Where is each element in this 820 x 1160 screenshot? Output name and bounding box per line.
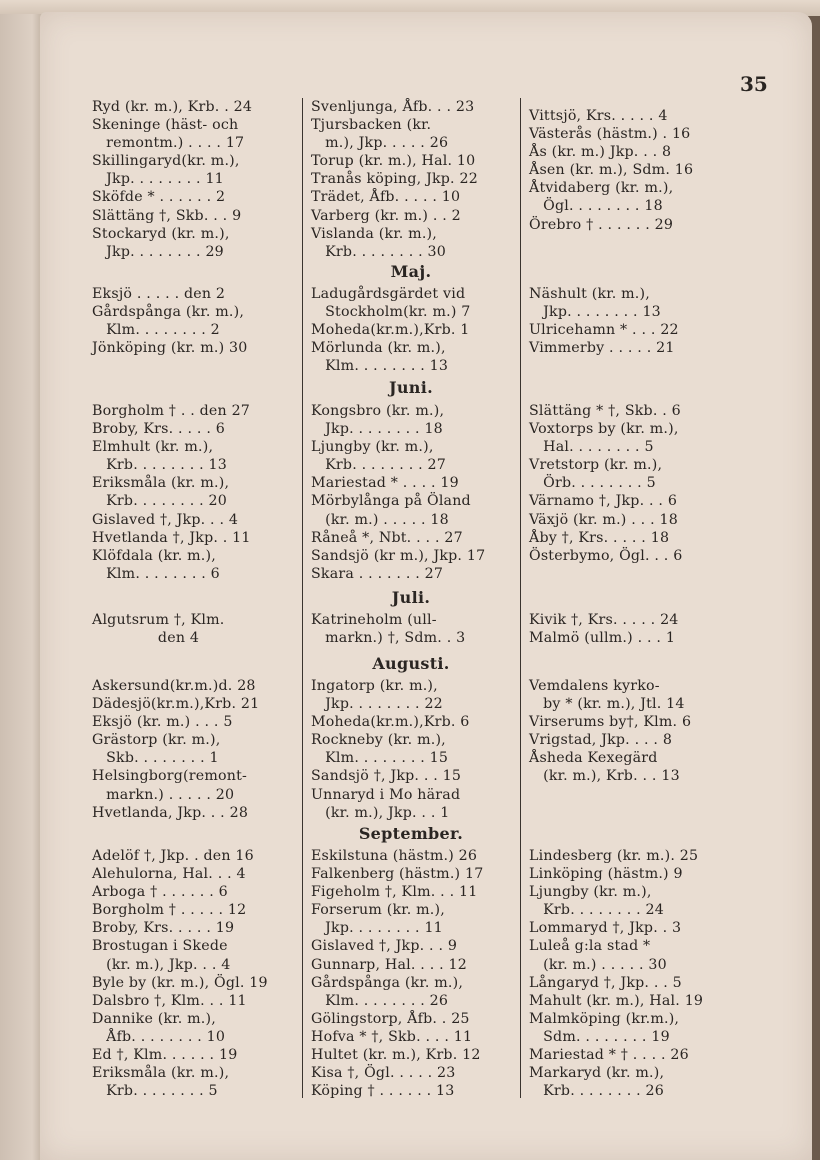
entry-line: Åsen (kr. m.), Sdm. 16 bbox=[529, 162, 694, 179]
block-september-col1 bbox=[92, 847, 297, 1100]
entry-line: Vretstorp (kr. m.), bbox=[529, 457, 663, 474]
entry-line: markn.) †, Sdm. . 3 bbox=[311, 630, 466, 647]
entry-line: Broby, Krs. . . . . 19 bbox=[92, 920, 235, 937]
entry-line: Borgholm † . . den 27 bbox=[92, 403, 251, 419]
block-juni-col2 bbox=[311, 402, 521, 583]
entry-line: Jkp. . . . . . . . 18 bbox=[311, 421, 443, 438]
entry-line: markn.) . . . . . 20 bbox=[92, 786, 235, 803]
block-april-col2 bbox=[311, 98, 521, 261]
entry-line: Rockneby (kr. m.), bbox=[311, 732, 446, 749]
entry-line: Eksjö (kr. m.) . . . 5 bbox=[92, 714, 233, 731]
block-juli-col2 bbox=[311, 611, 521, 647]
entry-line: Mörbylånga på Öland bbox=[311, 493, 471, 510]
entry-line: Eksjö . . . . . den 2 bbox=[92, 286, 226, 302]
entry-line: by * (kr. m.), Jtl. 14 bbox=[529, 696, 685, 713]
entry-line: Varberg (kr. m.) . . 2 bbox=[311, 207, 461, 224]
entry-line: Långaryd †, Jkp. . . 5 bbox=[529, 974, 682, 991]
entry-line: Hvetlanda †, Jkp. . 11 bbox=[92, 529, 251, 546]
entry-line: Klöfdala (kr. m.), bbox=[92, 547, 216, 564]
block-juni-col3 bbox=[529, 402, 734, 565]
entry-line: Krb. . . . . . . . 5 bbox=[92, 1083, 218, 1100]
entry-line: Värnamo †, Jkp. . . 6 bbox=[529, 493, 678, 510]
entry-line: Sköfde * . . . . . . 2 bbox=[92, 189, 226, 206]
heading-juni: Juni. bbox=[389, 378, 433, 397]
entry-line: Ljungby (kr. m.), bbox=[311, 439, 434, 456]
entry-line: Sandsjö †, Jkp. . . 15 bbox=[311, 768, 462, 785]
entry-line: Malmköping (kr.m.), bbox=[529, 1010, 680, 1027]
entry-line: Klm. . . . . . . . 13 bbox=[311, 358, 449, 375]
entry-line: Dannike (kr. m.), bbox=[92, 1010, 216, 1027]
entry-line: Gislaved †, Jkp. . . 9 bbox=[311, 938, 458, 955]
entry-line: Åsheda Kexegärd bbox=[529, 750, 658, 767]
block-augusti-col2 bbox=[311, 677, 521, 822]
entry-line: Alehulorna, Hal. . . 4 bbox=[92, 866, 246, 883]
entry-line: Råneå *, Nbt. . . . 27 bbox=[311, 529, 463, 546]
entry-line: Ögl. . . . . . . . 18 bbox=[529, 198, 663, 215]
entry-line: (kr. m.) . . . . . 18 bbox=[311, 511, 449, 528]
entry-line: Eriksmåla (kr. m.), bbox=[92, 475, 230, 492]
entry-line: Klm. . . . . . . . 2 bbox=[92, 322, 220, 339]
entry-line: Slättäng †, Skb. . . 9 bbox=[92, 207, 242, 224]
entry-line: Broby, Krs. . . . . 6 bbox=[92, 421, 225, 438]
entry-line: Klm. . . . . . . . 15 bbox=[311, 750, 449, 767]
block-april-col3 bbox=[529, 107, 734, 234]
entry-line: Västerås (hästm.) . 16 bbox=[529, 126, 691, 143]
entry-line: Hvetlanda, Jkp. . . 28 bbox=[92, 804, 249, 821]
entry-line: Lindesberg (kr. m.). 25 bbox=[529, 848, 699, 864]
entry-line: Mariestad * † . . . . 26 bbox=[529, 1047, 689, 1064]
entry-line: Åby †, Krs. . . . . 18 bbox=[529, 529, 670, 546]
entry-line: Linköping (hästm.) 9 bbox=[529, 866, 683, 883]
block-maj-col3 bbox=[529, 285, 734, 357]
entry-line: remontm.) . . . . 17 bbox=[92, 135, 245, 152]
entry-line: Luleå g:la stad * bbox=[529, 938, 651, 955]
entry-line: Vemdalens kyrko- bbox=[529, 678, 660, 694]
entry-line: Virserums by†, Klm. 6 bbox=[529, 714, 692, 731]
entry-line: Forserum (kr. m.), bbox=[311, 902, 445, 919]
entry-line: Ås (kr. m.) Jkp. . . 8 bbox=[529, 144, 672, 161]
entry-line: Algutsrum †, Klm. bbox=[92, 612, 225, 628]
block-augusti-col1 bbox=[92, 677, 297, 822]
entry-line: Malmö (ullm.) . . . 1 bbox=[529, 630, 676, 647]
entry-line: Gårdspånga (kr. m.), bbox=[92, 304, 245, 321]
entry-line: (kr. m.) . . . . . 30 bbox=[529, 956, 667, 973]
entry-line: Askersund(kr.m.)d. 28 bbox=[92, 678, 256, 694]
entry-line: Tranås köping, Jkp. 22 bbox=[311, 171, 478, 188]
entry-line: Jkp. . . . . . . . 29 bbox=[92, 243, 224, 260]
entry-line: Österbymo, Ögl. . . 6 bbox=[529, 547, 683, 564]
entry-line: Lommaryd †, Jkp. . 3 bbox=[529, 920, 682, 937]
entry-line: Vimmerby . . . . . 21 bbox=[529, 340, 675, 357]
entry-line: Dalsbro †, Klm. . . 11 bbox=[92, 992, 247, 1009]
entry-line: Ingatorp (kr. m.), bbox=[311, 678, 438, 694]
entry-line: Gölingstorp, Åfb. . 25 bbox=[311, 1010, 470, 1027]
entry-line: Stockaryd (kr. m.), bbox=[92, 225, 230, 242]
entry-line: Vislanda (kr. m.), bbox=[311, 225, 437, 242]
entry-line: Klm. . . . . . . . 6 bbox=[92, 565, 220, 582]
entry-line: Hofva * †, Skb. . . . 11 bbox=[311, 1028, 473, 1045]
entry-line: Byle by (kr. m.), Ögl. 19 bbox=[92, 974, 268, 991]
entry-line: den 4 bbox=[92, 630, 200, 647]
entry-line: Dädesjö(kr.m.),Krb. 21 bbox=[92, 696, 260, 713]
block-juli-col3 bbox=[529, 611, 734, 647]
entry-line: Mörlunda (kr. m.), bbox=[311, 340, 446, 357]
block-augusti-col3 bbox=[529, 677, 734, 786]
entry-line: Krb. . . . . . . . 24 bbox=[529, 902, 665, 919]
entry-line: Jönköping (kr. m.) 30 bbox=[92, 340, 248, 357]
entry-line: Ladugårdsgärdet vid bbox=[311, 286, 466, 302]
entry-line: (kr. m.), Krb. . . 13 bbox=[529, 768, 680, 785]
entry-line: Jkp. . . . . . . . 11 bbox=[311, 920, 443, 937]
entry-line: Skb. . . . . . . . 1 bbox=[92, 750, 219, 767]
entry-line: Gislaved †, Jkp. . . 4 bbox=[92, 511, 239, 528]
entry-line: Adelöf †, Jkp. . den 16 bbox=[92, 848, 254, 864]
entry-line: Tjursbacken (kr. bbox=[311, 117, 432, 134]
entry-line: Ljungby (kr. m.), bbox=[529, 884, 652, 901]
entry-line: Hultet (kr. m.), Krb. 12 bbox=[311, 1047, 481, 1064]
entry-line: Klm. . . . . . . . 26 bbox=[311, 992, 449, 1009]
entry-line: Krb. . . . . . . . 13 bbox=[92, 457, 228, 474]
block-maj-col2 bbox=[311, 285, 521, 375]
entry-line: Brostugan i Skede bbox=[92, 938, 228, 955]
entry-line: Eskilstuna (hästm.) 26 bbox=[311, 848, 478, 864]
entry-line: Växjö (kr. m.) . . . 18 bbox=[529, 511, 678, 528]
page-number: 35 bbox=[740, 72, 768, 96]
entry-line: Kongsbro (kr. m.), bbox=[311, 403, 445, 419]
entry-line: Figeholm †, Klm. . . 11 bbox=[311, 884, 478, 901]
entry-line: Moheda(kr.m.),Krb. 1 bbox=[311, 322, 470, 339]
block-april-col1 bbox=[92, 98, 297, 261]
entry-line: Torup (kr. m.), Hal. 10 bbox=[311, 153, 476, 170]
entry-line: Örb. . . . . . . . 5 bbox=[529, 475, 656, 492]
entry-line: Katrineholm (ull- bbox=[311, 612, 437, 628]
entry-line: Gunnarp, Hal. . . . 12 bbox=[311, 956, 467, 973]
entry-line: Krb. . . . . . . . 27 bbox=[311, 457, 447, 474]
entry-line: Ed †, Klm. . . . . . 19 bbox=[92, 1047, 238, 1064]
entry-line: Markaryd (kr. m.), bbox=[529, 1065, 665, 1082]
entry-line: Helsingborg(remont- bbox=[92, 768, 247, 785]
entry-line: Hal. . . . . . . . 5 bbox=[529, 439, 654, 456]
block-maj-col1 bbox=[92, 285, 297, 357]
entry-line: (kr. m.), Jkp. . . 4 bbox=[92, 956, 231, 973]
entry-line: Mahult (kr. m.), Hal. 19 bbox=[529, 992, 704, 1009]
entry-line: Grästorp (kr. m.), bbox=[92, 732, 221, 749]
entry-line: Moheda(kr.m.),Krb. 6 bbox=[311, 714, 470, 731]
entry-line: Stockholm(kr. m.) 7 bbox=[311, 304, 471, 321]
entry-line: Borgholm † . . . . . 12 bbox=[92, 902, 247, 919]
entry-line: Arboga † . . . . . . 6 bbox=[92, 884, 228, 901]
entry-line: m.), Jkp. . . . . 26 bbox=[311, 135, 449, 152]
entry-line: Svenljunga, Åfb. . . 23 bbox=[311, 99, 475, 115]
entry-line: Krb. . . . . . . . 26 bbox=[529, 1083, 665, 1100]
entry-line: Jkp. . . . . . . . 22 bbox=[311, 696, 443, 713]
entry-line: Skara . . . . . . . 27 bbox=[311, 565, 444, 582]
entry-line: Slättäng * †, Skb. . 6 bbox=[529, 403, 681, 419]
entry-line: Kivik †, Krs. . . . . 24 bbox=[529, 612, 679, 628]
entry-line: Näshult (kr. m.), bbox=[529, 286, 650, 302]
entry-line: Trädet, Åfb. . . . . 10 bbox=[311, 189, 461, 206]
entry-line: Sandsjö (kr m.), Jkp. 17 bbox=[311, 547, 486, 564]
heading-juli: Juli. bbox=[391, 588, 431, 607]
entry-line: Kisa †, Ögl. . . . . 23 bbox=[311, 1065, 456, 1082]
entry-line: Vrigstad, Jkp. . . . 8 bbox=[529, 732, 673, 749]
entry-line: Falkenberg (hästm.) 17 bbox=[311, 866, 484, 883]
heading-augusti: Augusti. bbox=[372, 654, 450, 673]
entry-line: (kr. m.), Jkp. . . 1 bbox=[311, 804, 450, 821]
entry-line: Vittsjö, Krs. . . . . 4 bbox=[529, 108, 668, 124]
block-september-col3 bbox=[529, 847, 734, 1100]
entry-line: Åfb. . . . . . . . 10 bbox=[92, 1028, 226, 1045]
heading-september: September. bbox=[358, 824, 464, 843]
entry-line: Krb. . . . . . . . 30 bbox=[311, 243, 447, 260]
entry-line: Mariestad * . . . . 19 bbox=[311, 475, 459, 492]
entry-line: Skeninge (häst- och bbox=[92, 117, 239, 134]
entry-line: Jkp. . . . . . . . 11 bbox=[92, 171, 224, 188]
entry-line: Gårdspånga (kr. m.), bbox=[311, 974, 464, 991]
entry-line: Sdm. . . . . . . . 19 bbox=[529, 1028, 670, 1045]
block-september-col2 bbox=[311, 847, 521, 1100]
entry-line: Krb. . . . . . . . 20 bbox=[92, 493, 228, 510]
entry-line: Jkp. . . . . . . . 13 bbox=[529, 304, 661, 321]
entry-line: Ryd (kr. m.), Krb. . 24 bbox=[92, 99, 253, 115]
block-juli-col1 bbox=[92, 611, 297, 647]
entry-line: Ulricehamn * . . . 22 bbox=[529, 322, 679, 339]
entry-line: Åtvidaberg (kr. m.), bbox=[529, 180, 674, 197]
entry-line: Örebro † . . . . . . 29 bbox=[529, 216, 674, 233]
entry-line: Köping † . . . . . . 13 bbox=[311, 1083, 455, 1100]
entry-line: Unnaryd i Mo härad bbox=[311, 786, 461, 803]
entry-line: Elmhult (kr. m.), bbox=[92, 439, 214, 456]
block-juni-col1 bbox=[92, 402, 297, 583]
entry-line: Skillingaryd(kr. m.), bbox=[92, 153, 240, 170]
entry-line: Voxtorps by (kr. m.), bbox=[529, 421, 679, 438]
entry-line: Eriksmåla (kr. m.), bbox=[92, 1065, 230, 1082]
heading-maj: Maj. bbox=[390, 262, 432, 281]
